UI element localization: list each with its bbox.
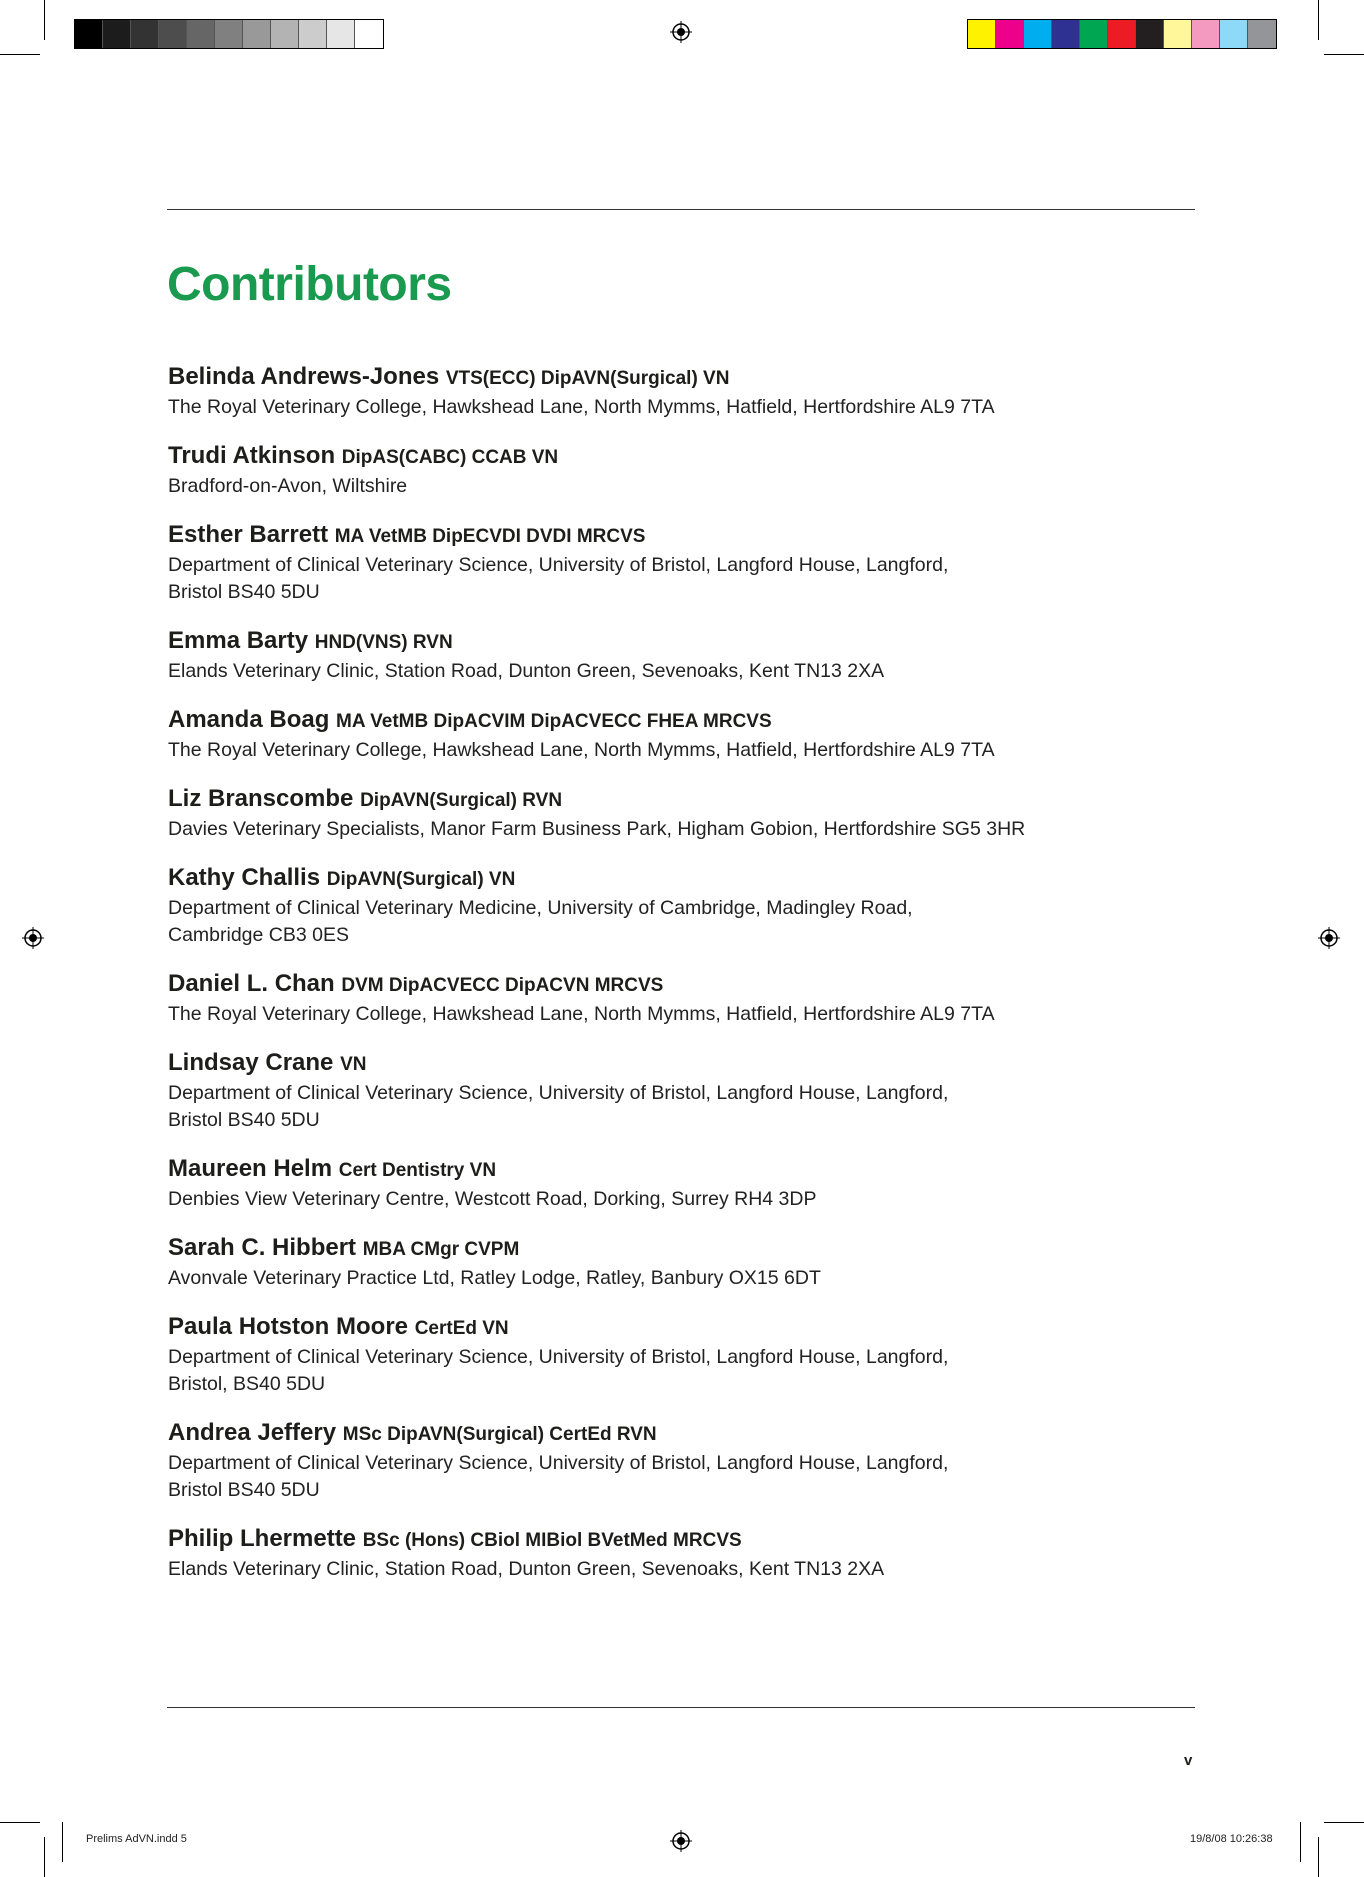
contributor-qualifications: MBA CMgr CVPM (362, 1239, 520, 1260)
color-swatch (299, 20, 327, 48)
contributor-name-line (168, 1418, 1198, 1450)
color-swatch (215, 20, 243, 48)
contributor-qualifications: Cert Dentistry VN (338, 1160, 497, 1181)
contributor-entry (168, 362, 1198, 421)
contributor-address: Department of Clinical Veterinary Medicine, University of Cambridge, Madingley Road, Cambridge CB3 0ES (168, 897, 913, 946)
grayscale-color-bar (74, 19, 384, 49)
contributor-qualifications: DipAVN(Surgical) RVN (360, 790, 563, 811)
color-swatch (1136, 20, 1164, 48)
contributor-address: The Royal Veterinary College, Hawkshead Lane, North Mymms, Hatfield, Hertfordshire AL9 7TA (168, 1003, 995, 1025)
contributor-name-line (168, 362, 1198, 394)
contributor-address: Department of Clinical Veterinary Science, University of Bristol, Langford House, Langford, Bristol, BS40 5DU (168, 1346, 949, 1395)
contributor-name: Sarah C. Hibbert (168, 1234, 357, 1261)
contributor-entry (168, 705, 1198, 764)
contributor-address: Department of Clinical Veterinary Science, University of Bristol, Langford House, Langford, Bristol BS40 5DU (168, 554, 949, 603)
color-swatch (327, 20, 355, 48)
color-swatch (1108, 20, 1136, 48)
contributor-name-line (168, 1312, 1198, 1344)
contributor-entry (168, 520, 1198, 606)
color-swatch (996, 20, 1024, 48)
slug-timestamp: 19/8/08 10:26:38 (1190, 1833, 1273, 1845)
contributor-name-line (168, 969, 1198, 1001)
contributor-name-line (168, 441, 1198, 473)
process-color-bar (967, 19, 1277, 49)
contributor-name-line (168, 1154, 1198, 1186)
color-swatch (968, 20, 996, 48)
contributor-qualifications: MA VetMB DipACVIM DipACVECC FHEA MRCVS (336, 711, 772, 732)
crop-mark (44, 1837, 45, 1877)
color-swatch (131, 20, 159, 48)
contributor-entry (168, 969, 1198, 1028)
contributor-qualifications: DipAVN(Surgical) VN (326, 869, 516, 890)
bottom-rule (167, 1707, 1195, 1708)
crop-mark (1300, 1822, 1301, 1862)
crop-mark (0, 1822, 40, 1823)
contributor-address: Elands Veterinary Clinic, Station Road, Dunton Green, Sevenoaks, Kent TN13 2XA (168, 660, 885, 682)
contributor-entry (168, 626, 1198, 685)
color-swatch (1192, 20, 1220, 48)
contributor-qualifications: MA VetMB DipECVDI DVDI MRCVS (334, 526, 646, 547)
contributor-name-line (168, 705, 1198, 737)
contributor-name: Emma Barty (168, 627, 309, 654)
contributor-entry (168, 863, 1198, 949)
contributor-name: Philip Lhermette (168, 1525, 357, 1552)
contributor-address: Department of Clinical Veterinary Science, University of Bristol, Langford House, Langford, Bristol BS40 5DU (168, 1082, 949, 1131)
contributor-qualifications: DVM DipACVECC DipACVN MRCVS (341, 975, 664, 996)
contributor-name: Kathy Challis (168, 864, 321, 891)
contributors-list (168, 362, 1198, 1603)
contributor-name-line (168, 1048, 1198, 1080)
contributor-name: Amanda Boag (168, 706, 330, 733)
color-swatch (243, 20, 271, 48)
contributor-name-line (168, 520, 1198, 552)
slug-filename: Prelims AdVN.indd 5 (86, 1833, 187, 1845)
contributor-address: Elands Veterinary Clinic, Station Road, Dunton Green, Sevenoaks, Kent TN13 2XA (168, 1558, 885, 1580)
contributor-name: Esther Barrett (168, 521, 329, 548)
contributor-entry (168, 1154, 1198, 1213)
contributor-address: Department of Clinical Veterinary Science, University of Bristol, Langford House, Langford, Bristol BS40 5DU (168, 1452, 949, 1501)
contributor-entry (168, 1312, 1198, 1398)
page-title: Contributors (167, 258, 452, 311)
contributor-name: Maureen Helm (168, 1155, 333, 1182)
crop-mark (1318, 0, 1319, 40)
color-swatch (1164, 20, 1192, 48)
color-swatch (1248, 20, 1276, 48)
contributor-address: Avonvale Veterinary Practice Ltd, Ratley Lodge, Ratley, Banbury OX15 6DT (168, 1267, 821, 1289)
registration-mark-icon (670, 1830, 692, 1852)
contributor-name-line (168, 784, 1198, 816)
color-swatch (1052, 20, 1080, 48)
color-swatch (1220, 20, 1248, 48)
color-swatch (187, 20, 215, 48)
contributor-name: Trudi Atkinson (168, 442, 336, 469)
crop-mark (1324, 54, 1364, 55)
color-swatch (159, 20, 187, 48)
crop-mark (1318, 1837, 1319, 1877)
contributor-entry (168, 784, 1198, 843)
crop-mark (44, 0, 45, 40)
contributor-qualifications: HND(VNS) RVN (314, 632, 453, 653)
registration-mark-icon (1318, 927, 1340, 949)
registration-mark-icon (670, 21, 692, 43)
contributor-name: Andrea Jeffery (168, 1419, 337, 1446)
contributor-name: Lindsay Crane (168, 1049, 334, 1076)
contributor-name-line (168, 626, 1198, 658)
contributor-address: Denbies View Veterinary Centre, Westcott Road, Dorking, Surrey RH4 3DP (168, 1188, 817, 1210)
contributor-name: Liz Branscombe (168, 785, 354, 812)
contributor-entry (168, 1418, 1198, 1504)
registration-mark-icon (22, 927, 44, 949)
contributor-address: Bradford-on-Avon, Wiltshire (168, 475, 408, 497)
contributor-qualifications: CertEd VN (414, 1318, 509, 1339)
contributor-name-line (168, 1524, 1198, 1556)
contributor-address: The Royal Veterinary College, Hawkshead Lane, North Mymms, Hatfield, Hertfordshire AL9 7TA (168, 396, 995, 418)
contributor-name-line (168, 863, 1198, 895)
crop-mark (0, 54, 40, 55)
color-swatch (1024, 20, 1052, 48)
page-number: v (1184, 1752, 1193, 1769)
color-swatch (75, 20, 103, 48)
color-swatch (271, 20, 299, 48)
contributor-name: Daniel L. Chan (168, 970, 335, 997)
contributor-name: Belinda Andrews-Jones (168, 363, 440, 390)
contributor-qualifications: VTS(ECC) DipAVN(Surgical) VN (445, 368, 730, 389)
contributor-name-line (168, 1233, 1198, 1265)
contributor-qualifications: MSc DipAVN(Surgical) CertEd RVN (342, 1424, 657, 1445)
contributor-entry (168, 1048, 1198, 1134)
top-rule (167, 209, 1195, 210)
contributor-address: Davies Veterinary Specialists, Manor Farm Business Park, Higham Gobion, Hertfordshire SG5 3HR (168, 818, 1026, 840)
contributor-entry (168, 1233, 1198, 1292)
contributor-qualifications: VN (340, 1054, 367, 1075)
crop-mark (62, 1822, 63, 1862)
contributor-name: Paula Hotston Moore (168, 1313, 409, 1340)
contributor-entry (168, 441, 1198, 500)
color-swatch (355, 20, 383, 48)
color-swatch (1080, 20, 1108, 48)
color-swatch (103, 20, 131, 48)
contributor-entry (168, 1524, 1198, 1583)
contributor-qualifications: BSc (Hons) CBiol MIBiol BVetMed MRCVS (362, 1530, 742, 1551)
crop-mark (1324, 1822, 1364, 1823)
contributor-qualifications: DipAS(CABC) CCAB VN (341, 447, 559, 468)
contributor-address: The Royal Veterinary College, Hawkshead Lane, North Mymms, Hatfield, Hertfordshire AL9 7TA (168, 739, 995, 761)
